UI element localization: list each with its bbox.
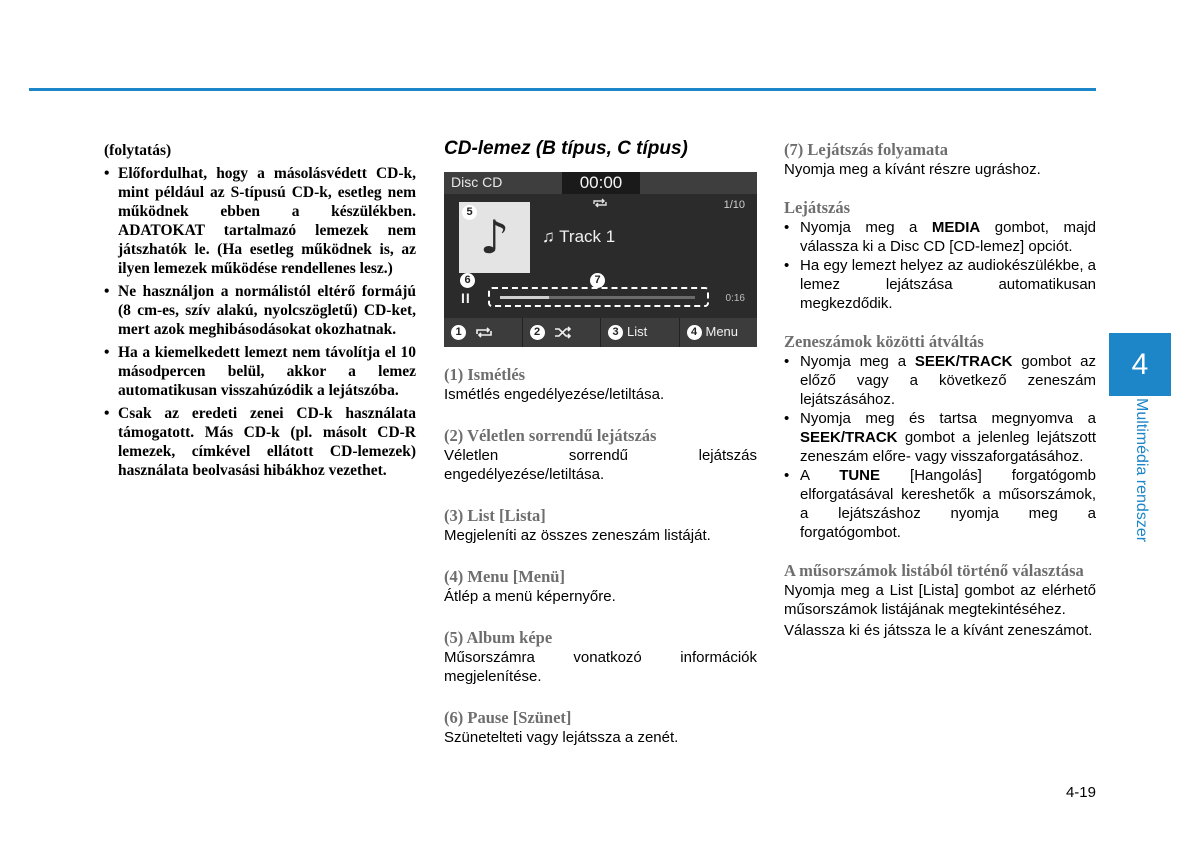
legend-item bbox=[444, 426, 757, 484]
legend-item bbox=[444, 506, 757, 545]
list-item: • Ha a kiemelkedett lemezt nem távolítja el 10 másodpercen belül, akkor a lemez automatikusan visszahúzódik a lejátszóba. bbox=[104, 344, 416, 399]
callout-4: 4 bbox=[687, 325, 702, 340]
column-cd bbox=[444, 136, 757, 747]
switch-list bbox=[784, 352, 1096, 542]
legend-item bbox=[444, 708, 757, 747]
tune-key-label: TUNE bbox=[839, 467, 881, 484]
column-notes bbox=[104, 141, 416, 484]
bullet-icon: • bbox=[784, 410, 790, 427]
bullet-icon: • bbox=[784, 467, 790, 484]
legend-text: Műsorszámra vonatkozó információk megjelenítése. bbox=[444, 649, 757, 685]
list-item: • Csak az eredeti zenei CD-k használata támogatott. Más CD-k (pl. másolt CD-R lemezek, címkével ellátott CD-lemezek) használata beolvasási hibákhoz vezethet. bbox=[104, 405, 416, 479]
notes-list bbox=[104, 164, 416, 480]
callout-2: 2 bbox=[530, 325, 545, 340]
track-count: 1/10 bbox=[723, 199, 745, 211]
list-select-heading: A műsorszámok listából történő választása bbox=[784, 561, 1084, 580]
shuffle-button[interactable] bbox=[523, 318, 602, 347]
legend-heading: (6) Pause [Szünet] bbox=[444, 708, 572, 727]
menu-button-label: Menu bbox=[705, 324, 739, 339]
legend-heading: (3) List [Lista] bbox=[444, 506, 546, 525]
cd-screen-illustration bbox=[444, 172, 757, 347]
list-item: • Nyomja meg és tartsa megnyomva a SEEK/TRACK gombot a jelenleg lejátszott zeneszám előre- vagy visszaforgatásához. bbox=[784, 410, 1096, 465]
menu-button[interactable] bbox=[680, 318, 758, 347]
bullet-icon: • bbox=[784, 257, 790, 274]
progress-text: Nyomja meg a kívánt részre ugráshoz. bbox=[784, 161, 1041, 178]
bullet-icon: • bbox=[104, 344, 110, 361]
switch-heading: Zeneszámok közötti átváltás bbox=[784, 332, 984, 351]
source-label: Disc CD bbox=[451, 174, 503, 190]
column-playback bbox=[784, 140, 1096, 640]
chapter-title: Multimédia rendszer bbox=[1133, 398, 1150, 543]
legend-text: Átlép a menü képernyőre. bbox=[444, 588, 616, 605]
page-number: 4-19 bbox=[1065, 784, 1096, 801]
media-key-label: MEDIA bbox=[931, 219, 981, 236]
track-duration: 0:16 bbox=[725, 293, 745, 304]
bullet-icon: • bbox=[784, 219, 790, 236]
bullet-icon: • bbox=[104, 283, 110, 300]
callout-album: 5 bbox=[462, 205, 477, 220]
list-button-label: List bbox=[627, 324, 648, 339]
list-item: • Előfordulhat, hogy a másolásvédett CD-k, mint például az S-típusú CD-k, esetleg nem működnek ebben a készülékben. ADATOKAT tartalmazó lemezek nem játszhatók le. (Ha esetleg működnek is, az ilyen lemezek működése rendellenes lesz.) bbox=[104, 165, 416, 277]
list-item: • Nyomja meg a SEEK/TRACK gombot az előző vagy a következő zeneszám lejátszásához. bbox=[784, 353, 1096, 408]
continuation-label: (folytatás) bbox=[104, 142, 172, 159]
seek-key-label: SEEK/TRACK bbox=[914, 353, 1013, 370]
list-item: • A TUNE [Hangolás] forgatógomb elforgatásával kereshetők a műsorszámok, a lejátszáshoz nyomja meg a forgatógombot. bbox=[784, 467, 1096, 541]
playback-heading: Lejátszás bbox=[784, 198, 850, 217]
callout-1: 1 bbox=[451, 325, 466, 340]
list-item: • Ha egy lemezt helyez az audiokészülékbe, a lemez lejátszása automatikusan megkezdődik. bbox=[784, 257, 1097, 312]
shuffle-icon bbox=[553, 326, 573, 339]
legend-text: Szünetelteti vagy lejátssza a zenét. bbox=[444, 729, 679, 746]
bullet-icon: • bbox=[104, 405, 110, 422]
callout-pause: 6 bbox=[460, 273, 475, 288]
music-note-icon: ♪ bbox=[479, 210, 510, 264]
pause-icon[interactable]: II bbox=[461, 290, 471, 306]
chapter-tab: 4 bbox=[1109, 333, 1171, 396]
list-button[interactable] bbox=[601, 318, 680, 347]
header-rule bbox=[29, 88, 1096, 91]
legend-heading: (1) Ismétlés bbox=[444, 365, 526, 384]
legend-item bbox=[444, 628, 757, 686]
progress-track bbox=[500, 296, 695, 299]
legend-text: Véletlen sorrendű lejátszás engedélyezése/letiltása. bbox=[444, 447, 757, 483]
bullet-icon: • bbox=[784, 353, 790, 370]
screen-status-bar bbox=[444, 172, 757, 194]
screen-button-bar bbox=[444, 318, 757, 347]
track-title: ♫ Track 1 bbox=[542, 227, 616, 246]
legend-text: Megjeleníti az összes zeneszám listáját. bbox=[444, 527, 711, 544]
repeat-mode-icon bbox=[592, 197, 608, 209]
progress-fill bbox=[500, 296, 549, 299]
chapter-label bbox=[1131, 398, 1151, 568]
list-select-text: Válassza ki és játssza le a kívánt zeneszámot. bbox=[784, 622, 1093, 639]
legend-heading: (2) Véletlen sorrendű lejátszás bbox=[444, 426, 657, 445]
seek-key-label: SEEK/TRACK bbox=[800, 429, 898, 446]
legend-heading: (5) Album képe bbox=[444, 628, 553, 647]
playback-list bbox=[784, 218, 1096, 313]
section-title: CD-lemez (B típus, C típus) bbox=[444, 138, 688, 159]
bullet-icon: • bbox=[104, 165, 110, 182]
elapsed-time: 00:00 bbox=[562, 172, 640, 194]
repeat-button[interactable] bbox=[444, 318, 523, 347]
list-select-text: Nyomja meg a List [Lista] gombot az elérhető műsorszámok listájának megtekintéséhez. bbox=[784, 582, 1096, 618]
legend-item bbox=[444, 567, 757, 606]
list-item: • Ne használjon a normálistól eltérő formájú (8 cm-es, szív alakú, nyolcszögletű) CD-ket, mert azok meghibásodásokat okozhatnak. bbox=[104, 283, 416, 338]
repeat-icon bbox=[474, 326, 494, 339]
progress-slider[interactable] bbox=[488, 287, 709, 307]
legend-item bbox=[444, 365, 757, 404]
legend-heading: (4) Menu [Menü] bbox=[444, 567, 565, 586]
callout-progress: 7 bbox=[590, 273, 605, 288]
callout-3: 3 bbox=[608, 325, 623, 340]
progress-heading: (7) Lejátszás folyamata bbox=[784, 140, 949, 159]
list-item: • Nyomja meg a MEDIA gombot, majd válassza ki a Disc CD [CD-lemez] opciót. bbox=[784, 219, 1097, 255]
legend-text: Ismétlés engedélyezése/letiltása. bbox=[444, 386, 665, 403]
